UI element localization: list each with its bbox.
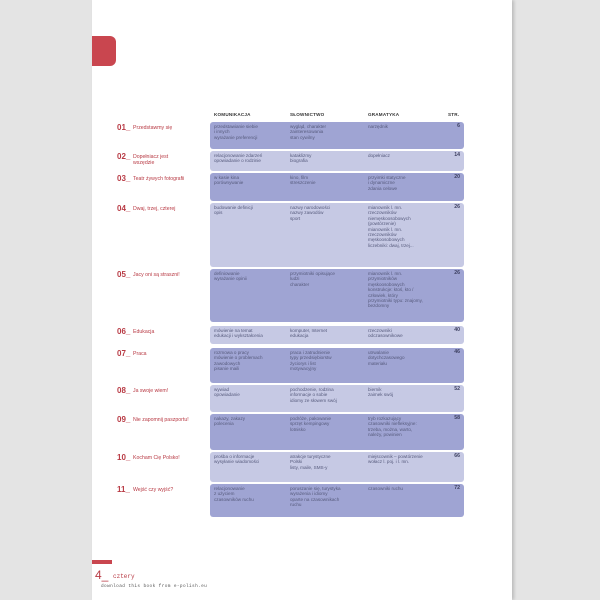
lesson-number: 11_ bbox=[117, 485, 130, 494]
cell-gramatyka: czasowniki ruchu bbox=[368, 486, 403, 491]
cell-komunikacja: budowanie definicji opis bbox=[214, 205, 253, 216]
table-row bbox=[210, 385, 464, 412]
cell-komunikacja: mówienie na temat edukacji i wykształcenia bbox=[214, 328, 263, 339]
footer-accent-bar bbox=[92, 560, 112, 564]
cell-str: 26 bbox=[454, 204, 460, 210]
table-row bbox=[210, 484, 464, 517]
cell-gramatyka: tryb rozkazujący czasowniki niefleksyjne: trzeba, można, warto, należy, powinien bbox=[368, 416, 417, 438]
lesson-number: 06_ bbox=[117, 327, 131, 336]
cell-komunikacja: nakazy, zakazy polecenia bbox=[214, 416, 246, 427]
cell-str: 6 bbox=[457, 123, 460, 129]
lesson-number: 04_ bbox=[117, 204, 131, 213]
cell-slownictwo: poruszanie się, turystyka wyrażenia i idiomy oparte na czasownikach ruchu bbox=[290, 486, 341, 508]
lesson-title: Przedstawmy się bbox=[133, 125, 173, 131]
cell-str: 20 bbox=[454, 174, 460, 180]
cell-slownictwo: nazwy narodowości nazwy zawodów sport bbox=[290, 205, 331, 221]
header-gramatyka: GRAMATYKA bbox=[368, 112, 400, 117]
lesson-title: Praca bbox=[133, 351, 147, 357]
lesson-title: Nie zapomnij paszportu! bbox=[133, 417, 189, 423]
cell-gramatyka: przyimki statyczne i dynamiczne zdania celowe bbox=[368, 175, 406, 191]
lesson-title: Kocham Cię Polsko! bbox=[133, 455, 180, 461]
footer-download-note: download this book from e-polish.eu bbox=[101, 584, 208, 589]
table-row bbox=[210, 269, 464, 322]
lesson-title: Wejść czy wyjść? bbox=[133, 487, 174, 493]
header-komunikacja: KOMUNIKACJA bbox=[214, 112, 251, 117]
lesson-number: 09_ bbox=[117, 415, 131, 424]
cell-gramatyka: utrwalanie dotychczasowego materiału bbox=[368, 350, 405, 366]
cell-slownictwo: kataklizmy biografia bbox=[290, 153, 312, 164]
cell-slownictwo: praca i zatrudnienie typy przedsiębiorstw życiorys i list motywacyjny bbox=[290, 350, 332, 372]
cell-slownictwo: podróże, pakowanie sprzęt kempingowy lotnisko bbox=[290, 416, 332, 432]
chapter-tab-marker bbox=[92, 36, 116, 66]
lesson-number: 05_ bbox=[117, 270, 131, 279]
cell-komunikacja: prośba o informacje wysyłanie wiadomości bbox=[214, 454, 260, 465]
cell-str: 72 bbox=[454, 485, 460, 491]
cell-str: 40 bbox=[454, 327, 460, 333]
cell-slownictwo: przymiotniki opisujące ludzi charakter bbox=[290, 271, 335, 287]
cell-str: 46 bbox=[454, 349, 460, 355]
cell-komunikacja: relacjonowanie z użyciem czasowników ruchu bbox=[214, 486, 254, 502]
lesson-number: 02_ bbox=[117, 152, 131, 161]
lesson-title: Jacy oni są straszni! bbox=[133, 272, 180, 278]
cell-slownictwo: atrakcje turystyczne Polski listy, maile, SMS-y bbox=[290, 454, 331, 470]
table-row bbox=[210, 326, 464, 344]
cell-slownictwo: kino, film streszczenie bbox=[290, 175, 316, 186]
cell-str: 14 bbox=[454, 152, 460, 158]
cell-gramatyka: dopełniacz bbox=[368, 153, 390, 158]
header-slownictwo: SŁOWNICTWO bbox=[290, 112, 325, 117]
cell-str: 52 bbox=[454, 386, 460, 392]
table-row bbox=[210, 414, 464, 450]
cell-komunikacja: przedstawianie siebie i innych wyrażanie preferencji bbox=[214, 124, 258, 140]
cell-komunikacja: wywiad opowiadanie bbox=[214, 387, 240, 398]
lesson-title: Teatr żywych fotografii bbox=[133, 176, 185, 182]
header-str: STR. bbox=[448, 112, 460, 117]
table-row bbox=[210, 452, 464, 482]
table-row bbox=[210, 348, 464, 383]
lesson-title: Edukacja bbox=[133, 329, 155, 335]
lesson-number: 07_ bbox=[117, 349, 131, 358]
cell-gramatyka: rzeczowniki odczasownikowe bbox=[368, 328, 403, 339]
table-row bbox=[210, 173, 464, 201]
cell-slownictwo: pochodzenie, rodzina informacje o sobie idiomy ze słowem swój bbox=[290, 387, 337, 403]
footer-page-word: cztery bbox=[113, 573, 135, 580]
cell-gramatyka: narzędnik bbox=[368, 124, 388, 129]
table-row bbox=[210, 122, 464, 149]
cell-komunikacja: definiowanie wyrażanie opinii bbox=[214, 271, 247, 282]
table-row bbox=[210, 203, 464, 267]
cell-slownictwo: komputer, Internet edukacja bbox=[290, 328, 328, 339]
lesson-title: Dopełniacz jest wszędzie bbox=[133, 154, 169, 166]
lesson-number: 03_ bbox=[117, 174, 131, 183]
lesson-number: 08_ bbox=[117, 386, 131, 395]
cell-str: 66 bbox=[454, 453, 460, 459]
cell-str: 26 bbox=[454, 270, 460, 276]
cell-komunikacja: w kasie kina porównywanie bbox=[214, 175, 244, 186]
lesson-number: 01_ bbox=[117, 123, 131, 132]
cell-gramatyka: biernik zaimek swój bbox=[368, 387, 394, 398]
cell-gramatyka: miejscownik – powtórzenie wołacz l. poj. i l. mn. bbox=[368, 454, 423, 465]
lesson-number: 10_ bbox=[117, 453, 131, 462]
cell-str: 58 bbox=[454, 415, 460, 421]
lesson-title: Ja swoje wiem! bbox=[133, 388, 169, 394]
cell-slownictwo: wygląd, charakter zainteresowania stan cywilny bbox=[290, 124, 327, 140]
lesson-title: Dwaj, trzej, czterej bbox=[133, 206, 176, 212]
footer-page-number: 4_ bbox=[95, 568, 109, 582]
table-row bbox=[210, 151, 464, 171]
cell-komunikacja: relacjonowanie zdarzeń opowiadanie o rodzinie bbox=[214, 153, 263, 164]
cell-komunikacja: rozmowa o pracy mówienie o problemach zawodowych pisanie maili bbox=[214, 350, 263, 372]
cell-gramatyka: mianownik l. mn. przymiotników męskoosobowych konstrukcje: ktoś, kto / człowiek, który przymiotniki typu: znajomy, bezdomny bbox=[368, 271, 423, 309]
cell-gramatyka: mianownik l. mn. rzeczowników niemęskoosobowych (powtórzenie) mianownik l. mn. rzeczowników męskoosobowych liczebniki: dwaj, trzej... bbox=[368, 205, 414, 248]
